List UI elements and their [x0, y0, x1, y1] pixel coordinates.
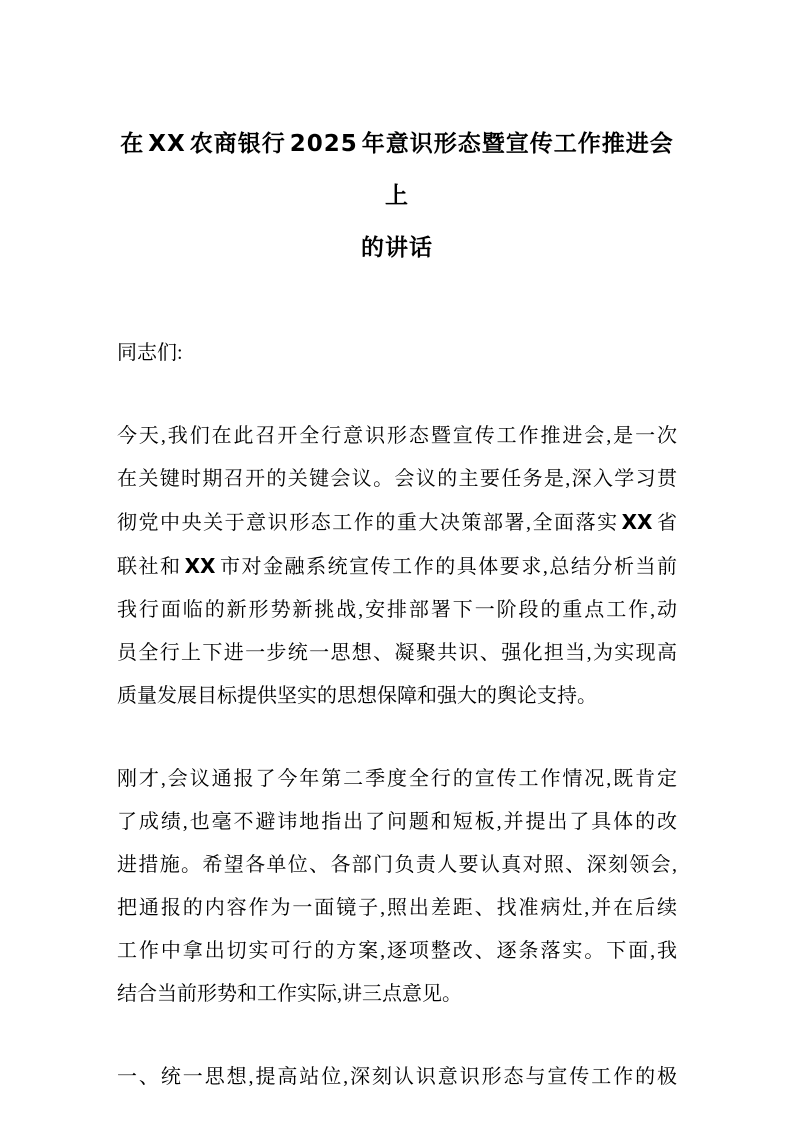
latin-text-run: XX [621, 510, 653, 534]
text-line [117, 973, 677, 1016]
text-line [117, 501, 677, 545]
text-line [117, 1056, 677, 1099]
text-run: 员全行上下进一步统一思想、凝聚共识、强化担当,为实现高 [117, 642, 677, 664]
text-run: 了成绩,也毫不避讳地指出了问题和短板,并提出了具体的改 [117, 811, 677, 833]
text-run: 联社和 [117, 556, 182, 578]
text-run: 质量发展目标提供坚实的思想保障和强大的舆论支持。 [117, 685, 597, 707]
text-run: 刚才,会议通报了今年第二季度全行的宣传工作情况,既肯定 [117, 768, 677, 790]
text-run: 年意识形态暨宣传工作推进会上 [361, 131, 674, 208]
text-run: 结合当前形势和工作实际,讲三点意见。 [117, 983, 462, 1005]
text-run: 进措施。希望各单位、各部门负责人要认真对照、深刻领会, [117, 854, 677, 876]
section-heading-one [117, 1056, 677, 1099]
text-run: 彻党中央关于意识形态工作的重大决策部署,全面落实 [117, 512, 619, 534]
text-line [117, 632, 677, 675]
text-line [117, 458, 677, 501]
document-body [117, 332, 677, 1099]
text-run: 今天,我们在此召开全行意识形态暨宣传工作推进会,是一次 [117, 425, 677, 447]
text-run: 在关键时期召开的关键会议。会议的主要任务是,深入学习贯 [117, 468, 677, 490]
text-line [117, 844, 677, 887]
text-run: 把通报的内容作为一面镜子,照出差距、找准病灶,并在后续 [117, 897, 677, 919]
text-line [117, 415, 677, 458]
latin-text-run: XX [184, 554, 216, 578]
text-line [117, 887, 677, 930]
text-run: 市对金融系统宣传工作的具体要求,总结分析当前 [218, 556, 678, 578]
text-line [117, 930, 677, 973]
text-run: 一、统一思想,提高站位,深刻认识意识形态与宣传工作的极 [117, 1066, 677, 1088]
text-line [117, 545, 677, 589]
paragraph-review [117, 758, 677, 1016]
text-line [117, 675, 677, 718]
text-line [117, 332, 677, 375]
text-line [117, 589, 677, 632]
text-run: 的讲话 [361, 235, 433, 260]
document-title [117, 118, 677, 274]
text-run: 省 [655, 512, 678, 534]
text-run: 工作中拿出切实可行的方案,逐项整改、逐条落实。下面,我 [117, 940, 677, 962]
latin-text-run: 2025 [289, 131, 358, 157]
text-run: 在 [120, 131, 145, 156]
document-title-line [117, 222, 677, 274]
paragraph-opening [117, 415, 677, 718]
text-run: 农商银行 [189, 131, 286, 156]
text-run: 同志们: [117, 342, 183, 364]
text-line [117, 801, 677, 844]
latin-text-run: XX [148, 131, 186, 157]
text-line [117, 758, 677, 801]
text-run: 我行面临的新形势新挑战,安排部署下一阶段的重点工作,动 [117, 599, 677, 621]
document-title-line [117, 118, 677, 222]
greeting [117, 332, 677, 375]
